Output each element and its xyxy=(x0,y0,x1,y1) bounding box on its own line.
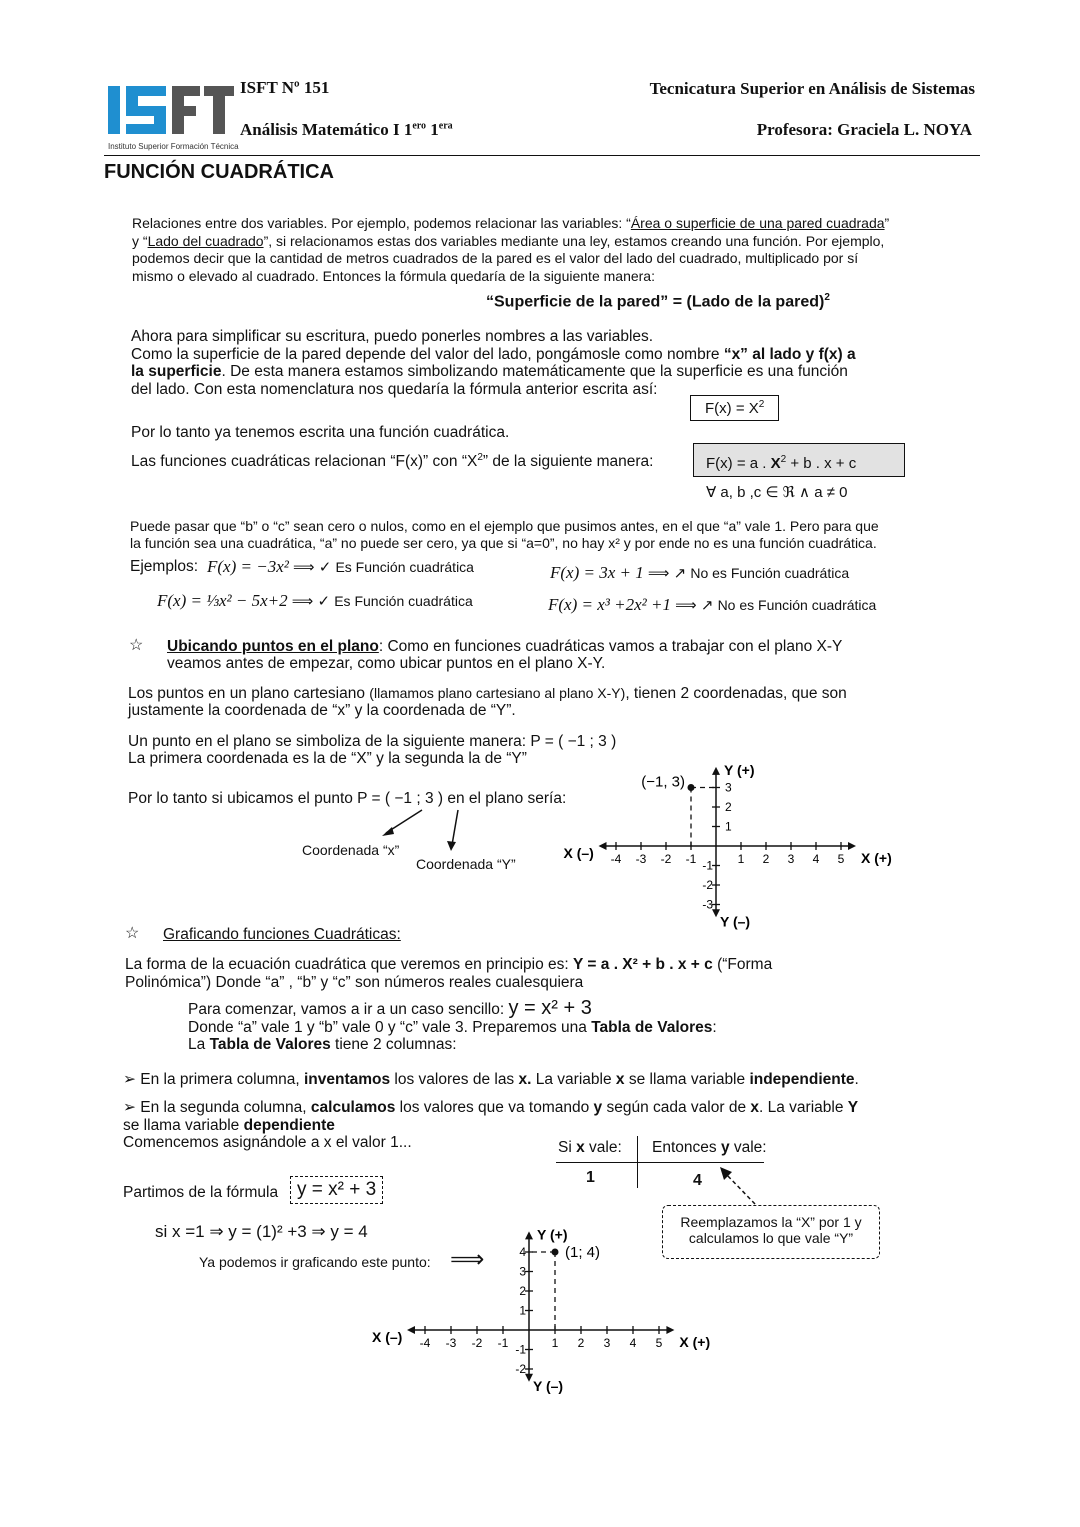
y-tick-label: -2 xyxy=(515,1362,526,1376)
y-tick-label: -2 xyxy=(702,878,713,892)
text-line: Un punto en el plano se simboliza de la siguiente manera: P = ( −1 ; 3 ) xyxy=(128,733,617,750)
course-sup: era xyxy=(438,120,453,132)
x-positive-label: X (+) xyxy=(861,850,892,866)
x-tick-label: 4 xyxy=(812,852,820,866)
y-tick-label: 2 xyxy=(519,1284,526,1298)
intro-line: mismo o elevado al cuadrado. Entonces la fórmula quedaría de la siguiente manera: xyxy=(132,267,655,284)
text-line: Ubicando puntos en el plano: Como en funciones cuadráticas vamos a trabajar con el plano X-Y xyxy=(167,638,843,655)
y-tick-label: 4 xyxy=(519,1245,526,1259)
x-tick-label: -3 xyxy=(445,1336,457,1350)
y-tick-label: 1 xyxy=(519,1303,526,1318)
x-tick-label: 5 xyxy=(655,1336,663,1350)
y-tick-label: 3 xyxy=(725,780,732,795)
x-tick-label: -4 xyxy=(610,852,622,866)
y-tick-label: 1 xyxy=(725,819,732,834)
logo-subtitle: Instituto Superior Formación Técnica xyxy=(108,142,239,151)
x-negative-label: X (–) xyxy=(563,845,594,861)
x-tick-label: 2 xyxy=(577,1336,585,1350)
text-line: Donde “a” vale 1 y “b” vale 0 y “c” vale 3. Preparemos una Tabla de Valores: xyxy=(188,1018,717,1036)
x-tick-label: -2 xyxy=(660,852,672,866)
arrow-right-icon: ⟹ xyxy=(450,1246,485,1273)
institute-name: ISFT Nº 151 xyxy=(240,78,330,97)
text-line: la función sea una cuadrática, “a” no puede ser cero, ya que si “a=0”, no hay x² y por ende no es una función cuadrática. xyxy=(130,535,877,551)
y-tick-label: -1 xyxy=(515,1342,526,1357)
course-text: 1 xyxy=(426,120,439,139)
y-negative-label: Y (–) xyxy=(720,913,751,930)
x-tick-label: 3 xyxy=(787,852,795,866)
text-line: Por lo tanto si ubicamos el punto P = ( −1 ; 3 ) en el plano sería: xyxy=(128,790,567,807)
intro-line: Relaciones entre dos variables. Por ejemplo, podemos relacionar las variables: “Área o superficie de una pared cuadrada” xyxy=(132,215,890,231)
point-label: (−1, 3) xyxy=(641,773,685,791)
x-tick-label: -1 xyxy=(685,852,697,866)
text-line: Como la superficie de la pared depende del valor del lado, pongámosle como nombre “x” al lado y f(x) a xyxy=(131,345,856,363)
examples-label: Ejemplos: xyxy=(130,558,199,575)
text-line: Ahora para simplificar su escritura, puedo ponerles nombres a las variables. xyxy=(131,328,654,345)
x-positive-label: X (+) xyxy=(679,1334,711,1350)
table-cell: 4 xyxy=(693,1172,702,1189)
course-text: Análisis Matemático I 1 xyxy=(240,120,413,139)
callout-line: Reemplazamos la “X” por 1 y xyxy=(680,1214,862,1230)
section2-heading: Graficando funciones Cuadráticas: xyxy=(163,926,401,943)
arrow-down-icon xyxy=(525,1374,533,1382)
y-tick-label: -1 xyxy=(702,858,713,873)
text-line: Comencemos asignándole a x el valor 1... xyxy=(123,1134,412,1151)
coord-x-label: Coordenada “x” xyxy=(302,842,400,858)
text-line: Ya podemos ir graficando este punto: xyxy=(199,1254,431,1270)
intro-line: y “Lado del cuadrado”, si relacionamos estas dos variables mediante una ley, estamos creando una función. Por ejemplo, xyxy=(132,232,885,249)
arrow-left-icon xyxy=(407,1326,415,1334)
section1-heading: Ubicando puntos en el plano xyxy=(167,638,379,655)
calculation: si x =1 ⇒ y = (1)² +3 ⇒ y = 4 xyxy=(155,1222,368,1241)
y-tick-label: 3 xyxy=(519,1264,526,1279)
table-cell: 1 xyxy=(586,1169,595,1186)
page-title: FUNCIÓN CUADRÁTICA xyxy=(104,161,334,183)
x-negative-label: X (–) xyxy=(372,1329,403,1345)
text-line: Polinómica”) Donde “a” , “b” y “c” son números reales cualesquiera xyxy=(125,974,584,991)
example-1: F(x) = −3x² ⟹ ✓ Es Función cuadrática xyxy=(207,557,474,576)
x-tick-label: 1 xyxy=(737,852,745,866)
y-positive-label: Y (+) xyxy=(537,1226,568,1243)
text-line: la superficie. De esta manera estamos simbolizando matemáticamente que la superficie es una función xyxy=(131,363,848,380)
text-line: del lado. Con esta nomenclatura nos quedaría la fórmula anterior escrita así: xyxy=(131,380,658,398)
text-line: La Tabla de Valores tiene 2 columnas: xyxy=(188,1036,457,1053)
bullet-2: ➢ En la segunda columna, calculamos los valores que va tomando y según cada valor de x. La variable Y se llama variable dependiente Comencemos asignándole a x el valor 1... xyxy=(123,1099,859,1151)
arrow-right-icon xyxy=(666,1326,674,1334)
star-icon: ☆ xyxy=(125,925,140,942)
y-tick-label: -3 xyxy=(702,897,713,912)
teacher-name: Profesora: Graciela L. NOYA xyxy=(756,120,972,139)
star-icon: ☆ xyxy=(129,637,144,654)
example-2: F(x) = 3x + 1 ⟹ ↗ No es Función cuadrática xyxy=(550,563,850,582)
x-tick-label: 1 xyxy=(551,1336,559,1350)
example-3: F(x) = ⅓x² − 5x+2 ⟹ ✓ Es Función cuadrática xyxy=(157,591,473,610)
text-line: La primera coordenada es la de “X” y la segunda la de “Y” xyxy=(128,750,527,767)
text-line: veamos antes de empezar, como ubicar puntos en el plano X-Y. xyxy=(167,655,606,672)
x-tick-label: 3 xyxy=(603,1336,611,1350)
x-tick-label: 4 xyxy=(629,1336,637,1350)
text-line: Para comenzar, vamos a ir a un caso sencillo: y = x² + 3 xyxy=(188,997,592,1019)
x-tick-label: -4 xyxy=(419,1336,431,1350)
text-line: Partimos de la fórmula xyxy=(123,1184,279,1201)
x-tick-label: -1 xyxy=(497,1336,509,1350)
y-positive-label: Y (+) xyxy=(724,761,755,778)
text-line: Los puntos en un plano cartesiano (llamamos plano cartesiano al plano X-Y), tienen 2 coordenadas, que son xyxy=(128,685,847,702)
coord-y-label: Coordenada “Y” xyxy=(416,856,516,872)
text-line: Por lo tanto ya tenemos escrita una función cuadrática. xyxy=(131,424,510,441)
y-tick-label: 2 xyxy=(725,800,732,814)
x-tick-label: -2 xyxy=(471,1336,483,1350)
table-header-x: Si x vale: xyxy=(558,1139,622,1156)
formula-box-fx-x2: $F(x) = X^2$ xyxy=(690,395,779,421)
table-header-y: Entonces y vale: xyxy=(652,1139,767,1156)
intro-line: podemos decir que la cantidad de metros cuadrados de la pared es el valor del lado del cuadrado, multiplicado por sí xyxy=(132,250,859,266)
y-negative-label: Y (–) xyxy=(533,1377,564,1394)
career-name: Tecnicatura Superior en Análisis de Sistemas xyxy=(649,79,975,98)
formula-box: y = x² + 3 xyxy=(290,1176,383,1204)
x-tick-label: 5 xyxy=(837,852,845,866)
general-form-box: F(x) = a . $X^2 + b$ . x + c xyxy=(693,443,905,477)
text-line: Las funciones cuadráticas relacionan “F(x)” con “$X^2$” de la siguiente manera: xyxy=(131,452,654,471)
text-line: justamente la coordenada de “x” y la coordenada de “Y”. xyxy=(128,702,516,719)
x-tick-label: -3 xyxy=(635,852,647,866)
data-point xyxy=(552,1249,559,1256)
bullet-1: ➢ En la primera columna, inventamos los valores de las x. La variable x se llama variable independiente. xyxy=(123,1071,859,1088)
course-sup: ero xyxy=(412,120,427,132)
example-4: F(x) = x³ +2x² +1 ⟹ ↗ No es Función cuadrática xyxy=(548,595,877,614)
callout-line: calculamos lo que vale “Y” xyxy=(688,1230,854,1246)
wall-formula: “Superficie de la pared” = (Lado de la pared)$^2$ xyxy=(486,292,830,311)
arrow-up-icon xyxy=(525,1231,533,1239)
x-tick-label: 2 xyxy=(762,852,770,866)
text-line: Puede pasar que “b” o “c” sean cero o nulos, como en el ejemplo que pusimos antes, en el que “a” vale 1. Pero para que xyxy=(130,518,879,534)
point-label: (1; 4) xyxy=(565,1244,601,1261)
coefficient-condition: ∀ a, b ,c ∈ ℜ ∧ a ≠ 0 xyxy=(706,484,848,501)
text-line: La forma de la ecuación cuadrática que veremos en principio es: Y = a . X² + b . x + c (“Forma xyxy=(125,956,773,973)
